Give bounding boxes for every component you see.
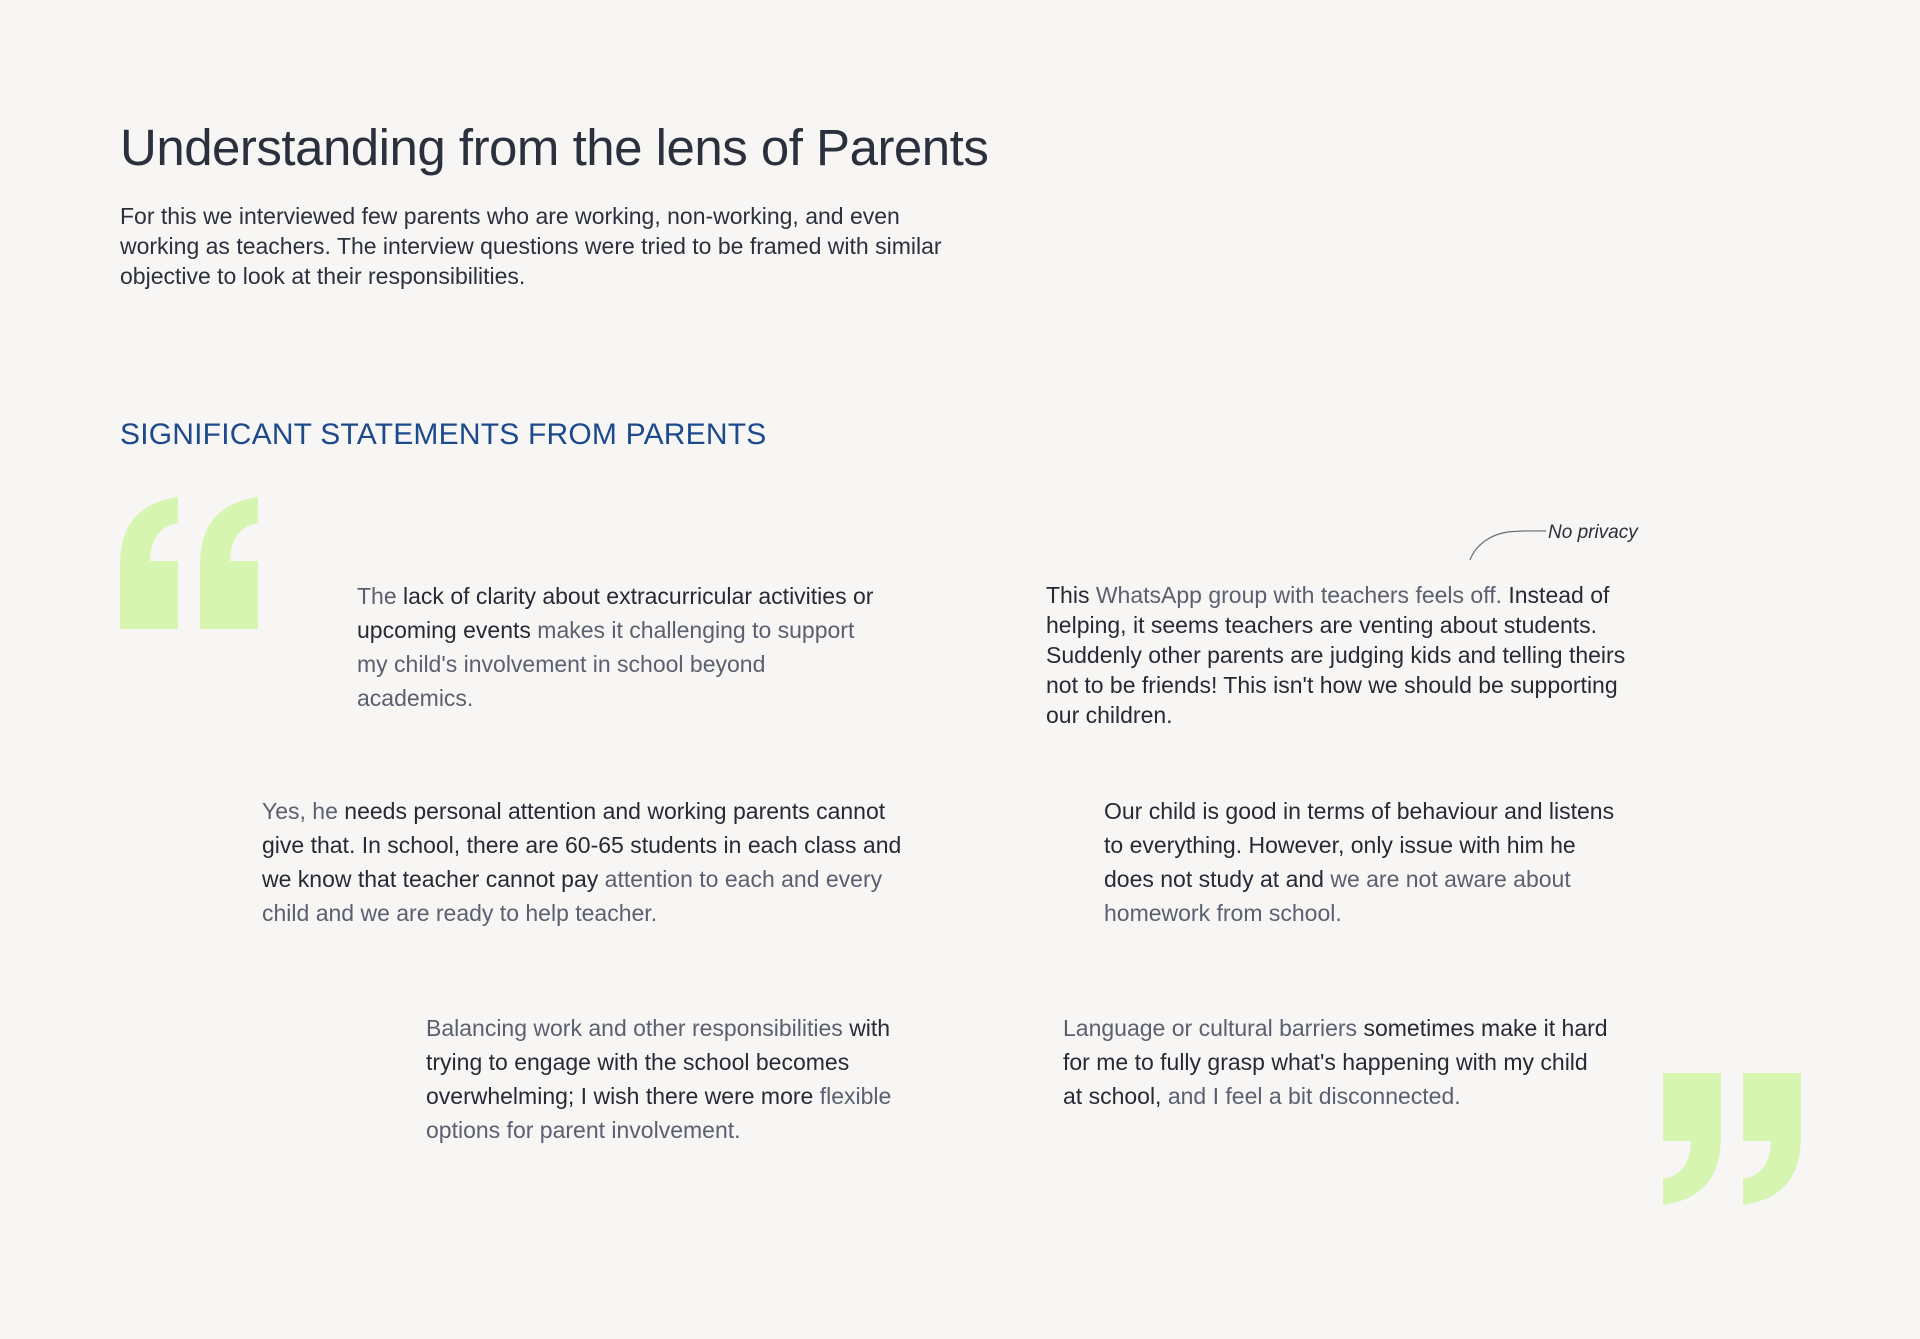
annotation-connector bbox=[1468, 528, 1548, 562]
statement-highlight: lack of clarity about extracurricular activities or upcoming events bbox=[357, 583, 874, 643]
statement-text: makes it challenging to support my child's involvement in school beyond academics. bbox=[357, 617, 855, 711]
statement-highlight: sometimes make it hard for me to fully grasp what's happening with my child at school, bbox=[1063, 1015, 1608, 1109]
page-title: Understanding from the lens of Parents bbox=[120, 119, 989, 176]
parent-statement-6 bbox=[1063, 1011, 1608, 1113]
intro-paragraph: For this we interviewed few parents who are working, non-working, and even working as teachers. The interview questions were tried to be framed with similar objective to look at their responsibilities. bbox=[120, 203, 942, 289]
statement-highlight: Instead of helping, it seems teachers are venting about students. Suddenly other parents are judging kids and telling theirs not to be friends! This isn't how we should be supporting our children. bbox=[1046, 582, 1626, 728]
parent-statement-4 bbox=[1104, 794, 1624, 930]
statement-highlight: Our child is good in terms of behaviour and listens to everything. However, only issue with him he does not study at and bbox=[1104, 798, 1615, 892]
close-quote-icon bbox=[1657, 1073, 1801, 1205]
parent-statement-1 bbox=[357, 579, 877, 715]
statement-text: WhatsApp group with teachers feels off. bbox=[1089, 582, 1509, 608]
statement-text: The bbox=[357, 583, 404, 609]
annotation-no-privacy: No privacy bbox=[1548, 522, 1638, 543]
parent-statement-3 bbox=[262, 794, 902, 930]
statement-text: Balancing work and other responsibilities bbox=[426, 1015, 850, 1041]
parent-statement-2 bbox=[1046, 580, 1626, 730]
parent-statement-5 bbox=[426, 1011, 926, 1147]
statement-highlight: with trying to engage with the school becomes overwhelming; I wish there were more bbox=[426, 1015, 891, 1109]
statement-text: flexible options for parent involvement. bbox=[426, 1083, 892, 1143]
section-heading: SIGNIFICANT STATEMENTS FROM PARENTS bbox=[120, 418, 767, 451]
statement-text: we are not aware about homework from school. bbox=[1104, 866, 1571, 926]
statement-highlight: This bbox=[1046, 582, 1090, 608]
open-quote-icon bbox=[120, 497, 264, 629]
statement-text: and I feel a bit disconnected. bbox=[1161, 1083, 1461, 1109]
statement-text: Yes, he bbox=[262, 798, 345, 824]
statement-highlight: needs personal attention and working parents cannot give that. In school, there are 60-65 students in each class and we know that teacher cannot pay bbox=[262, 798, 902, 892]
statement-text: Language or cultural barriers bbox=[1063, 1015, 1364, 1041]
statement-text: attention to each and every child and we are ready to help teacher. bbox=[262, 866, 883, 926]
